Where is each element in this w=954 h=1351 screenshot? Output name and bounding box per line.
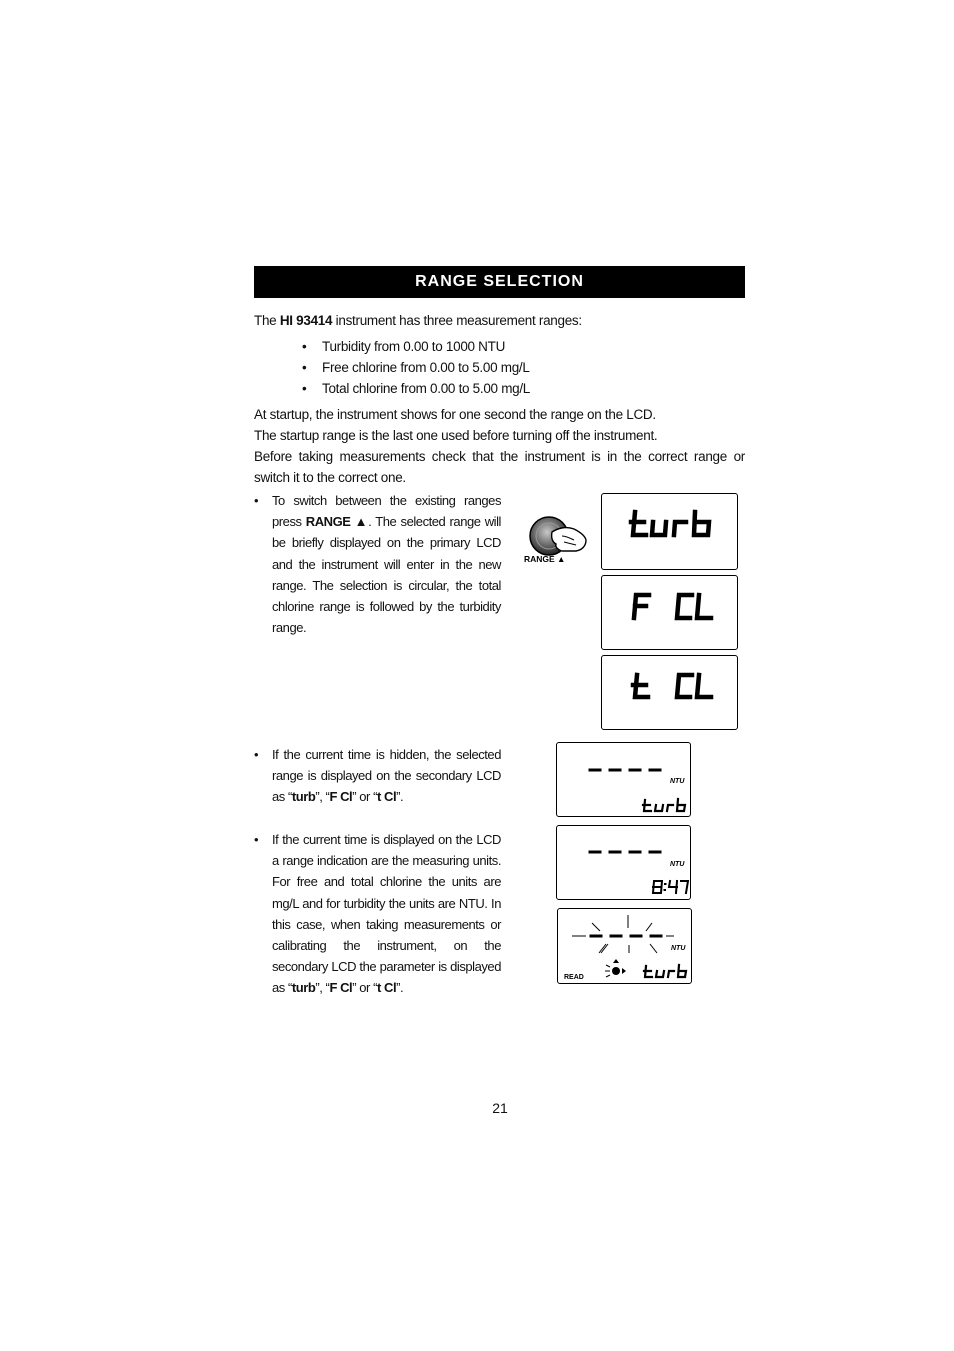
range-item-turbidity: • Turbidity from 0.00 to 1000 NTU <box>302 336 722 357</box>
startup-line-1: At startup, the instrument shows for one second the range on the LCD. <box>254 407 656 422</box>
range-button-illustration <box>522 510 592 570</box>
blink-rays-icon <box>572 915 674 953</box>
lamp-icon <box>605 959 626 977</box>
section-header <box>254 266 745 298</box>
bullet2-text-b: ”, “ <box>315 789 330 805</box>
lcd-primary-turb <box>601 493 738 570</box>
ntu-unit: NTU <box>670 861 685 868</box>
lcd-fcl-segments <box>602 576 737 649</box>
lcd-primary-fcl <box>601 575 738 650</box>
bullet-time-hidden <box>254 744 501 808</box>
bullet2-text-d: ”. <box>396 789 404 805</box>
bullet-dot: • <box>254 493 259 508</box>
bullet2-text-c: ” or “ <box>352 789 377 805</box>
range-list <box>302 336 722 399</box>
page-number: 21 <box>492 1100 508 1116</box>
startup-line-3: Before taking measurements check that the instrument is in the correct range or switch it to the correct one. <box>254 449 745 485</box>
kw-turb: turb <box>291 789 316 805</box>
lcd-secondary-read <box>557 908 692 984</box>
bullet-switch-range <box>254 490 501 638</box>
lcd-secondary-turb-segments <box>557 743 690 816</box>
range-button-label: RANGE ▲ <box>524 554 566 564</box>
bullet-body <box>272 829 501 999</box>
ntu-unit: NTU <box>670 778 685 785</box>
bullet3-text-c: ” or “ <box>352 980 377 996</box>
kw-tcl: t Cl <box>376 789 397 805</box>
kw-fcl: F Cl <box>329 980 353 996</box>
bullet1-text-a: To switch between the existing ranges press <box>272 493 501 530</box>
bullet-body <box>272 744 501 808</box>
bullet2-text-a: If the current time is hidden, the selected range is displayed on the secondary LCD as “ <box>272 747 501 805</box>
range-key-label: RANGE ▲ <box>305 514 369 530</box>
intro-before: The <box>254 313 280 328</box>
intro-text <box>254 310 745 331</box>
range-item-total-chlorine: • Total chlorine from 0.00 to 5.00 mg/L <box>302 378 722 399</box>
bullet-dot: • <box>254 832 259 847</box>
lcd-tcl-segments <box>602 656 737 729</box>
read-indicator: READ <box>564 974 584 981</box>
lcd-secondary-time-segments <box>557 826 690 899</box>
ntu-unit: NTU <box>671 945 686 952</box>
kw-fcl: F Cl <box>329 789 353 805</box>
bullet-time-displayed <box>254 829 501 999</box>
range-item-free-chlorine: • Free chlorine from 0.00 to 5.00 mg/L <box>302 357 722 378</box>
startup-line-2: The startup range is the last one used before turning off the instrument. <box>254 428 658 443</box>
intro-after: instrument has three measurement ranges: <box>332 313 582 328</box>
bullet3-text-a: If the current time is displayed on the LCD a range indication are the measuring units. For free and total chlorine the units are mg/L and for turbidity the units are NTU. In this case, when taking measurements or calibrating the instrument, on the secondary LCD the parameter is displayed as “ <box>272 832 501 996</box>
bullet-body <box>272 490 501 638</box>
lcd-turb-segments <box>602 494 737 569</box>
lcd-primary-tcl <box>601 655 738 730</box>
kw-turb: turb <box>291 980 316 996</box>
bullet3-text-d: ”. <box>396 980 404 996</box>
bullet3-text-b: ”, “ <box>315 980 330 996</box>
finger-press-icon <box>522 510 592 570</box>
lcd-secondary-turb <box>556 742 691 817</box>
lcd-secondary-read-segments <box>558 909 691 983</box>
bullet-dot: • <box>254 747 259 762</box>
kw-tcl: t Cl <box>376 980 397 996</box>
model-name: HI 93414 <box>279 313 333 328</box>
lcd-secondary-time <box>556 825 691 900</box>
section-title: RANGE SELECTION <box>415 273 584 290</box>
bullet1-text-b: . The selected range will be briefly displayed on the primary LCD and the instrument will enter in the new range. The selection is circular, the total chlorine range is followed by the turbidity range. <box>272 514 502 636</box>
